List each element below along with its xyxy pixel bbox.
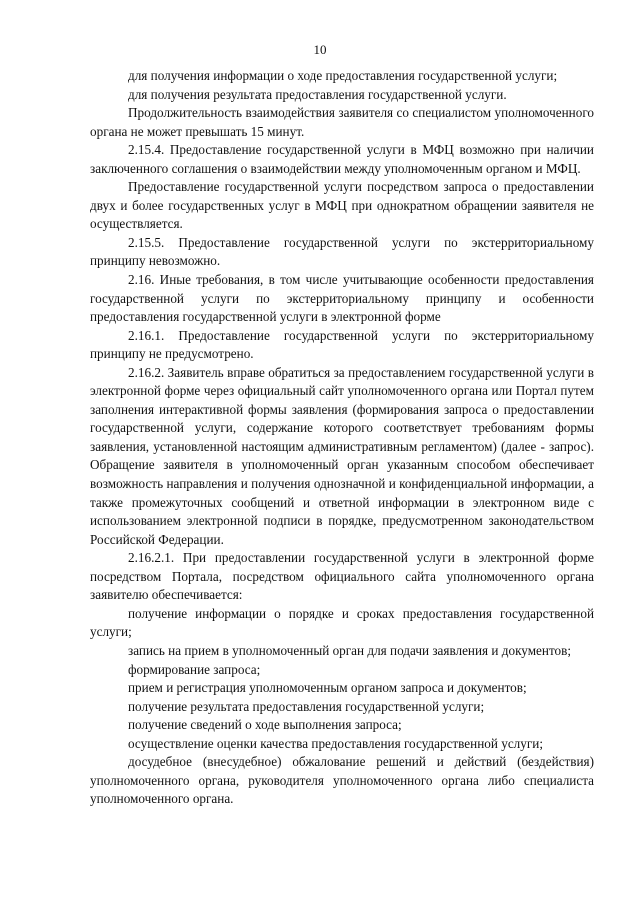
list-item-quality: осуществление оценки качества предоставления государственной услуги; [128,735,543,751]
list-item-registration: прием и регистрация уполномоченным органом запроса и документов; [128,680,527,696]
page-number: 10 [313,42,327,57]
paragraph-info-progress: для получения информации о ходе предоставления государственной услуги; [128,68,558,83]
list-item-info: получение информации о порядке и сроках предоставления государственной услуги; [90,605,594,640]
list-item-form-request: формирование запроса; [128,661,261,677]
section-heading-2-16: 2.16. Иные требования, в том числе учитывающие особенности предоставления государственной услуги по экстерриториальному принципу и особенности предоставления государственной услуги в электронной форме [90,272,594,325]
document-body [90,67,594,809]
paragraph-get-result: для получения результата предоставления государственной услуги. [128,86,507,102]
paragraph-2-16-2-1: 2.16.2.1. При предоставлении государственной услуги в электронной форме посредством Портала, посредством официального сайта уполномоченного органа заявителю обеспечивается: [90,550,594,603]
list-item-appeal: досудебное (внесудебное) обжалование решений и действий (бездействия) уполномоченного органа, руководителя уполномоченного органа либо специалиста уполномоченного органа. [90,754,594,807]
list-item-status: получение сведений о ходе выполнения запроса; [128,717,402,733]
list-item-result: получение результата предоставления государственной услуги; [128,698,485,714]
paragraph-2-16-2: 2.16.2. Заявитель вправе обратиться за предоставлением государственной услуги в электронной форме через официальный сайт уполномоченного органа или Портал путем заполнения интерактивной формы заявления (формирования запроса о предоставлении государственной услуги, содержание которого соответствует требованиям формы заявления, установленной настоящим административным регламентом) (далее - запрос). Обращение заявителя в уполномоченный орган указанным способом обеспечивает возможность направления и получения однозначной и конфиденциальной информации, а также промежуточных сообщений и ответной информации в электронном виде с использованием электронной подписи в порядке, предусмотренном законодательством Российской Федерации. [90,364,594,547]
paragraph-2-16-1: 2.16.1. Предоставление государственной услуги по экстерриториальному принципу не предусмотрено. [90,327,594,362]
paragraph-2-15-5: 2.15.5. Предоставление государственной услуги по экстерриториальному принципу невозможно. [90,234,594,269]
paragraph-2-15-4: 2.15.4. Предоставление государственной услуги в МФЦ возможно при наличии заключенного соглашения о взаимодействии между уполномоченным органом и МФЦ. [90,142,594,176]
paragraph-duration: Продолжительность взаимодействия заявителя со специалистом уполномоченного органа не может превышать 15 минут. [90,105,594,139]
paragraph-complex-request: Предоставление государственной услуги посредством запроса о предоставлении двух и более государственных услуг в МФЦ при однократном обращении заявителя не осуществляется. [90,179,594,232]
list-item-appointment: запись на прием в уполномоченный орган для подачи заявления и документов; [128,642,572,658]
